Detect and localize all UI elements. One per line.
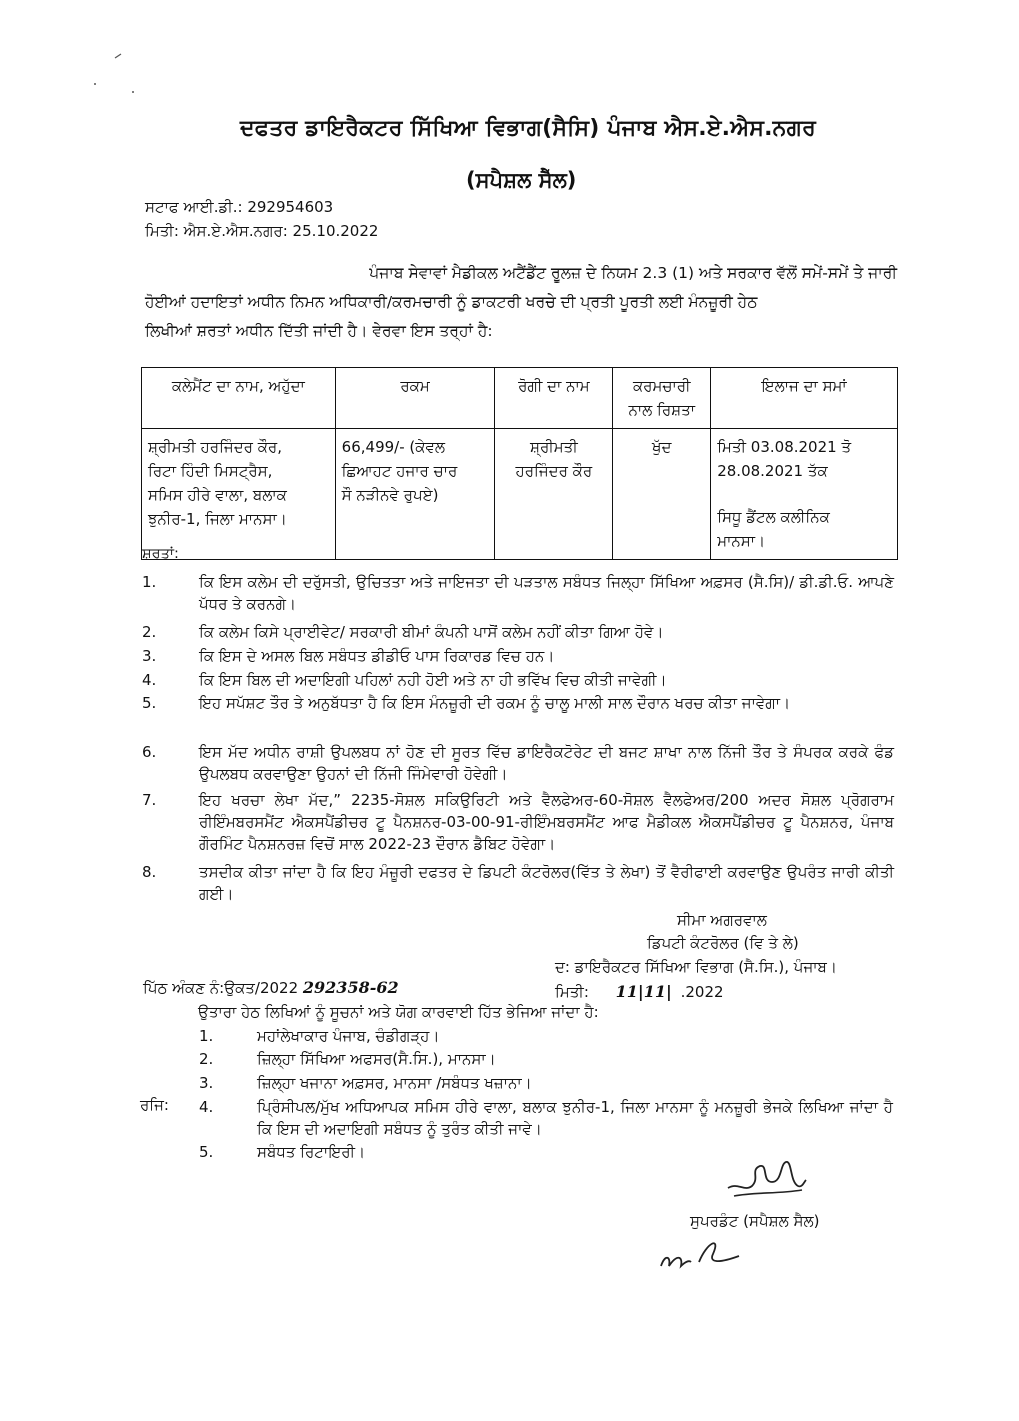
registered-label: ਰਜਿ: (140, 1096, 169, 1114)
header-amount: ਰਕਮ (335, 368, 495, 429)
header-relation-line-2: ਨਾਲ ਰਿਸ਼ਤਾ (628, 401, 696, 419)
period-line-2: 28.08.2021 ਤੱਕ (717, 462, 828, 480)
superintendent-title: ਸੁਪਰਡੰਟ (ਸਪੈਸ਼ਲ ਸੈਲ) (690, 1212, 820, 1230)
cell-period (711, 429, 898, 560)
condition-number: 3. (142, 647, 157, 665)
condition-number: 8. (142, 863, 157, 881)
condition-number: 5. (142, 694, 157, 712)
cell-subtitle: (ਸਪੈਸ਼ਲ ਸੈੱਲ) (466, 168, 577, 192)
staff-id: ਸਟਾਫ ਆਈ.ਡੀ.: 292954603 (145, 198, 334, 216)
condition-number: 7. (142, 791, 157, 809)
condition-text: ਕਿ ਕਲੇਮ ਕਿਸੇ ਪ੍ਰਾਈਵੇਟ/ ਸਰਕਾਰੀ ਬੀਮਾਂ ਕੰਪਨੀ ਪਾਸੋਂ ਕਲੇਮ ਨਹੀਂ ਕੀਤਾ ਗਿਆ ਹੋਵੇ। (199, 623, 664, 641)
intro-line-3: ਲਿਖੀਆਂ ਸ਼ਰਤਾਂ ਅਧੀਨ ਦਿੱਤੀ ਜਾਂਦੀ ਹੈ। ਵੇਰਵਾ ਇਸ ਤਰ੍ਹਾਂ ਹੈ: (145, 322, 493, 340)
scan-speck-icon (85, 48, 145, 98)
terms-label: ਸ਼ਰਤਾਂ: (142, 546, 179, 562)
amount-line-1: 66,499/- (ਕੇਵਲ (341, 438, 446, 456)
claimant-line-2: ਰਿਟਾ ਹਿੰਦੀ ਮਿਸਟ੍ਰੈਸ, (148, 462, 273, 480)
intro-line-1: ਪੰਜਾਬ ਸੇਵਾਵਾਂ ਮੈਡੀਕਲ ਅਟੈਂਡੈਂਟ ਰੂਲਜ਼ ਦੇ ਨਿਯਮ 2.3 (1) ਅਤੇ ਸਰਕਾਰ ਵੱਲੋਂ ਸਮੇਂ-ਸਮੇਂ ਤੇ ਜਾਰੀ (369, 264, 897, 282)
initials-icon (655, 1232, 750, 1274)
header-claimant: ਕਲੇਮੈਂਟ ਦਾ ਨਾਮ, ਅਹੁੱਦਾ (142, 368, 336, 429)
list-text: ਸਬੰਧਤ ਰਿਟਾਇਰੀ। (257, 1143, 366, 1161)
amount-line-3: ਸੌ ਨੜੀਨਵੇ ਰੁਪਏ) (341, 486, 439, 504)
issue-date: ਮਿਤੀ: ਐਸ.ਏ.ਐਸ.ਨਗਰ: 25.10.2022 (145, 222, 379, 240)
endorsement-date-year: .2022 (680, 983, 724, 1001)
condition-text: ਇਹ ਸਪੱਸ਼ਟ ਤੌਰ ਤੇ ਅਨੁਬੱਧਤਾ ਹੈ ਕਿ ਇਸ ਮੰਨਜ਼ੂਰੀ ਦੀ ਰਕਮ ਨੂੰ ਚਾਲੂ ਮਾਲੀ ਸਾਲ ਦੌਰਾਨ ਖਰਚ ਕੀਤਾ ਜਾਵੇਗਾ। (199, 694, 791, 712)
condition-text: ਕਿ ਇਸ ਬਿਲ ਦੀ ਅਦਾਇਗੀ ਪਹਿਲਾਂ ਨਹੀ ਹੋਈ ਅਤੇ ਨਾ ਹੀ ਭਵਿੱਖ ਵਿਚ ਕੀਤੀ ਜਾਵੇਗੀ। (199, 671, 667, 689)
header-relation (613, 368, 711, 429)
claim-table (141, 367, 898, 560)
cell-patient (495, 429, 613, 560)
table-header-row (142, 368, 898, 429)
list-text: ਜ਼ਿਲ੍ਹਾ ਖਜਾਨਾ ਅਫ਼ਸਰ, ਮਾਨਸਾ /ਸਬੰਧਤ ਖਜ਼ਾਨਾ। (257, 1074, 532, 1092)
list-number: 1. (199, 1027, 214, 1045)
list-text: ਮਹਾਂਲੇਖਾਕਾਰ ਪੰਜਾਬ, ਚੰਡੀਗੜ੍ਹ। (257, 1027, 440, 1045)
condition-text: ਇਹ ਖਰਚਾ ਲੇਖਾ ਮੱਦ,” 2235-ਸੋਸ਼ਲ ਸਕਿਉਰਿਟੀ ਅਤੇ ਵੈਲਫੇਅਰ-60-ਸੋਸ਼ਲ ਵੈਲਫੇਅਰ/200 ਅਦਰ ਸੋਸ਼ਲ ਪ੍ਰੋਗਰਾਮ ਰੀਇੰਮਬਰਸਮੈਂਟ ਐਕਸਪੈਂਡੀਚਰ ਟੂ ਪੈਨਸ਼ਨਰ-03-00-91-ਰੀਇੰਮਬਰਸਮੈਂਟ ਆਫ ਮੈਡੀਕਲ ਐਕਸਪੈਂਡੀਚਰ ਟੂ ਪੈਨਸ਼ਨਰ, ਪੰਜਾਬ ਗੌਰਮਿੰਟ ਪੈਨਸ਼ਨਰਜ਼ ਵਿਚੋਂ ਸਾਲ 2022-23 ਦੌਰਾਨ ਡੈਬਿਟ ਹੋਵੇਗਾ। (199, 791, 894, 853)
condition-text: ਕਿ ਇਸ ਦੇ ਅਸਲ ਬਿਲ ਸਬੰਧਤ ਡੀਡੀਓ ਪਾਸ ਰਿਕਾਰਡ ਵਿਚ ਹਨ। (199, 647, 555, 665)
endorsement-intro: ਉਤਾਰਾ ਹੇਠ ਲਿਖਿਆਂ ਨੂੰ ਸੂਚਨਾਂ ਅਤੇ ਯੋਗ ਕਾਰਵਾਈ ਹਿੱਤ ਭੇਜਿਆ ਜਾਂਦਾ ਹੈ: (198, 1003, 599, 1021)
amount-line-2: ਛਿਆਹਟ ਹਜਾਰ ਚਾਰ (341, 462, 458, 480)
endorsement-number-handwritten: 292358-62 (302, 978, 399, 997)
cell-relation: ਖੁੱਦ (613, 429, 711, 560)
condition-text: ਕਿ ਇਸ ਕਲੇਮ ਦੀ ਦਰੁੱਸਤੀ, ਉਚਿਤਤਾ ਅਤੇ ਜਾਇਜਤਾ ਦੀ ਪੜਤਾਲ ਸਬੰਧਤ ਜਿਲ੍ਹਾ ਸਿੱਖਿਆ ਅਫ਼ਸਰ (ਸੈ.ਸਿ)/ ਡੀ.ਡੀ.ਓ. ਆਪਣੇ ਪੱਧਰ ਤੇ ਕਰਨਗੇ। (199, 573, 894, 613)
endorsement-date-label: ਮਿਤੀ: (555, 983, 589, 1001)
endorsement-number (143, 978, 399, 997)
period-line-3: ਸਿਧੂ ਡੈਂਟਲ ਕਲੀਨਿਕ (717, 508, 830, 526)
cell-claimant (142, 429, 336, 560)
list-item (199, 1096, 893, 1138)
condition-number: 1. (142, 573, 157, 591)
intro-paragraph (145, 259, 897, 346)
list-number: 2. (199, 1050, 214, 1068)
patient-line-1: ਸ਼੍ਰੀਮਤੀ (529, 438, 578, 456)
condition-text: ਤਸਦੀਕ ਕੀਤਾ ਜਾਂਦਾ ਹੈ ਕਿ ਇਹ ਮੰਜ਼ੂਰੀ ਦਫਤਰ ਦੇ ਡਿਪਟੀ ਕੰਟਰੋਲਰ(ਵਿੱਤ ਤੇ ਲੇਖਾ) ਤੋਂ ਵੈਰੀਫਾਈ ਕਰਵਾਉਣ ਉਪਰੰਤ ਜਾਰੀ ਕੀਤੀ ਗਈ। (199, 863, 894, 903)
patient-line-2: ਹਰਜਿੰਦਰ ਕੌਰ (515, 462, 593, 480)
signatory-name: ਸੀਮਾ ਅਗਰਵਾਲ (677, 911, 767, 929)
endorsement-date (555, 982, 724, 1001)
list-number: 4. (199, 1098, 214, 1116)
cell-amount (335, 429, 495, 560)
period-line-4: ਮਾਨਸਾ। (717, 532, 766, 550)
signature-icon (720, 1152, 810, 1204)
office-title: ਦਫਤਰ ਡਾਇਰੈਕਟਰ ਸਿੱਖਿਆ ਵਿਭਾਗ(ਸੈਸਿ) ਪੰਜਾਬ ਐਸ.ਏ.ਐਸ.ਨਗਰ (240, 116, 816, 141)
list-item (199, 1072, 532, 1094)
list-text: ਪ੍ਰਿੰਸੀਪਲ/ਮੁੱਖ ਅਧਿਆਪਕ ਸਮਿਸ ਹੀਰੇ ਵਾਲਾ, ਬਲਾਕ ਝੁਨੀਰ-1, ਜਿਲਾ ਮਾਨਸਾ ਨੂੰ ਮਨਜ਼ੂਰੀ ਭੇਜਕੇ ਲਿਖਿਆ ਜਾਂਦਾ ਹੈ ਕਿ ਇਸ ਦੀ ਅਦਾਇਗੀ ਸਬੰਧਤ ਨੂੰ ਤੁਰੰਤ ਕੀਤੀ ਜਾਵੇ। (257, 1098, 893, 1138)
list-item (199, 1048, 496, 1070)
list-item (199, 1141, 366, 1163)
header-relation-line-1: ਕਰਮਚਾਰੀ (632, 377, 691, 395)
claimant-line-4: ਝੁਨੀਰ-1, ਜਿਲਾ ਮਾਨਸਾ। (148, 510, 287, 528)
claimant-line-3: ਸਮਿਸ ਹੀਰੇ ਵਾਲਾ, ਬਲਾਕ (148, 486, 287, 504)
header-period: ਇਲਾਜ ਦਾ ਸਮਾਂ (711, 368, 898, 429)
condition-number: 6. (142, 743, 157, 761)
condition-number: 2. (142, 623, 157, 641)
list-item (199, 1025, 440, 1047)
endorsement-number-label: ਪਿੱਠ ਅੰਕਣ ਨੰ:ਉਕਤ/2022 (143, 979, 299, 997)
condition-text: ਇਸ ਮੱਦ ਅਧੀਨ ਰਾਸ਼ੀ ਉਪਲਬਧ ਨਾਂ ਹੋਣ ਦੀ ਸੂਰਤ ਵਿੱਚ ਡਾਇਰੈਕਟੋਰੇਟ ਦੀ ਬਜਟ ਸ਼ਾਖਾ ਨਾਲ ਨਿੱਜੀ ਤੌਰ ਤੇ ਸੰਪਰਕ ਕਰਕੇ ਫੰਡ ਉਪਲਬਧ ਕਰਵਾਉਣਾ ਉਹਨਾਂ ਦੀ ਨਿੱਜੀ ਜਿੰਮੇਵਾਰੀ ਹੋਵੇਗੀ। (199, 743, 894, 783)
condition-number: 4. (142, 671, 157, 689)
list-text: ਜ਼ਿਲ੍ਹਾ ਸਿੱਖਿਆ ਅਫਸਰ(ਸੈ.ਸਿ.), ਮਾਨਸਾ। (257, 1050, 496, 1068)
signatory-office: ਦ: ਡਾਇਰੈਕਟਰ ਸਿੱਖਿਆ ਵਿਭਾਗ (ਸੈ.ਸਿ.), ਪੰਜਾਬ। (555, 958, 838, 976)
list-number: 5. (199, 1143, 214, 1161)
endorsement-date-handwritten: 11|11| (615, 982, 672, 1001)
claimant-line-1: ਸ਼੍ਰੀਮਤੀ ਹਰਜਿੰਦਰ ਕੌਰ, (148, 438, 282, 456)
table-row (142, 429, 898, 560)
intro-line-2: ਹੋਈਆਂ ਹਦਾਇਤਾਂ ਅਧੀਨ ਨਿਮਨ ਅਧਿਕਾਰੀ/ਕਰਮਚਾਰੀ ਨੂੰ ਡਾਕਟਰੀ ਖਰਚੇ ਦੀ ਪ੍ਰਤੀ ਪੂਰਤੀ ਲਈ ਮੰਨਜ਼ੂਰੀ ਹੇਠ (145, 293, 758, 311)
period-line-1: ਮਿਤੀ 03.08.2021 ਤੋ (717, 438, 852, 456)
header-patient: ਰੋਗੀ ਦਾ ਨਾਮ (495, 368, 613, 429)
list-number: 3. (199, 1074, 214, 1092)
signatory-designation: ਡਿਪਟੀ ਕੰਟਰੋਲਰ (ਵਿ ਤੇ ਲੇ) (647, 934, 799, 952)
